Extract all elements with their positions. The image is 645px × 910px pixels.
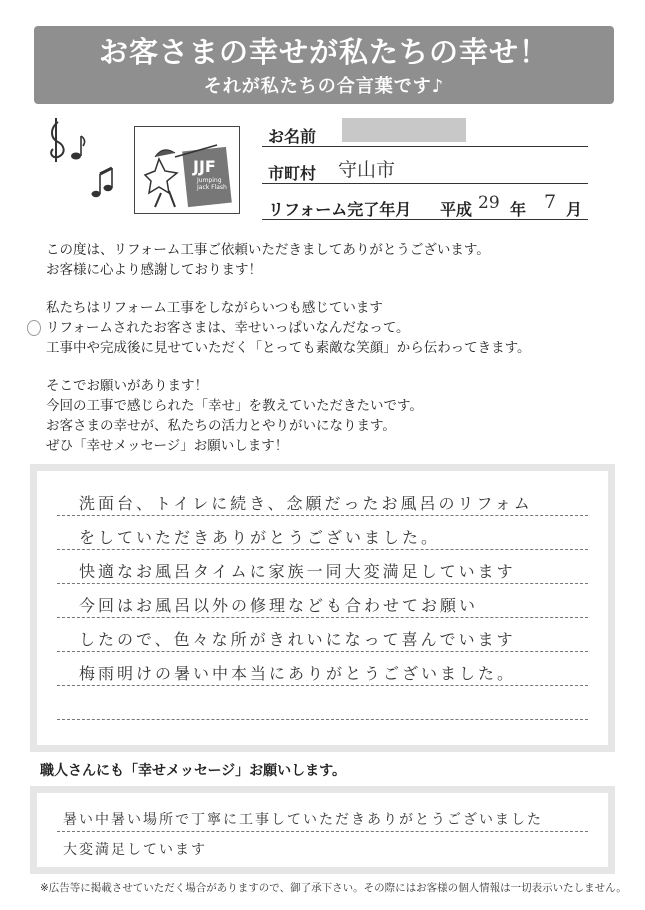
intro-line: そこでお願いがあります！ [46, 378, 208, 394]
message-box [30, 464, 615, 752]
ruled-line [57, 651, 588, 652]
name-redacted [342, 118, 466, 142]
name-underline [262, 146, 588, 147]
message-line: 今回はお風呂以外の修理なども合わせてお願い [79, 596, 479, 615]
year-value: 29 [478, 193, 500, 213]
city-underline [262, 183, 588, 184]
craftsman-label: 職人さんにも「幸せメッセージ」お願いします。 [40, 763, 347, 779]
ruled-line [57, 515, 588, 516]
punch-hole [27, 320, 41, 336]
ruled-line [57, 549, 588, 550]
message-line: 洗面台、トイレに続き、念願だったお風呂のリフォム [79, 494, 533, 513]
date-label: リフォーム完了年月 [268, 200, 412, 219]
intro-line: 私たちはリフォーム工事をしながらいつも感じています [46, 300, 383, 316]
era-label: 平成 [440, 200, 473, 219]
intro-line: この度は、リフォーム工事ご依頼いただきましてありがとうございます。 [46, 242, 490, 258]
logo-text: JJF [193, 157, 216, 176]
mascot-logo [134, 126, 240, 214]
message-line: したので、色々な所がきれいになって喜んでいます [79, 630, 516, 649]
message-line: をしていただきありがとうございました。 [79, 528, 441, 547]
ruled-line [57, 617, 588, 618]
city-label: 市町村 [268, 164, 317, 183]
craftsman-message-line: 大変満足しています [63, 842, 207, 858]
year-unit: 年 [510, 200, 527, 219]
city-value: 守山市 [338, 159, 396, 181]
message-line: 梅雨明けの暑い中本当にありがとうございました。 [79, 664, 517, 683]
date-underline [262, 219, 588, 220]
intro-line: リフォームされたお客さまは、幸せいっぱいなんだなって。 [46, 320, 410, 336]
month-value: 7 [544, 191, 557, 213]
header-banner [34, 26, 614, 104]
header-title: お客さまの幸せが私たちの幸せ！ [98, 35, 549, 69]
ruled-line [57, 583, 588, 584]
intro-line: お客様に心より感謝しております！ [46, 262, 262, 278]
mascot-icon [135, 127, 239, 213]
ruled-line [57, 831, 588, 832]
intro-line: お客さまの幸せが、私たちの活力とやりがいになります。 [46, 418, 396, 434]
ruled-line [57, 719, 588, 720]
month-unit: 月 [566, 200, 583, 219]
intro-line: 今回の工事で感じられた「幸せ」を教えていただきたいです。 [46, 398, 423, 414]
message-line: 快適なお風呂タイムに家族一同大変満足しています [79, 562, 516, 581]
name-label: お名前 [268, 127, 317, 146]
intro-line: 工事中や完成後に見せていただく「とっても素敵な笑顔」から伝わってきます。 [46, 340, 531, 356]
logo-tagline: Jumping Jack Flash [197, 177, 227, 191]
craftsman-message-line: 暑い中暑い場所で丁寧に工事していただきありがとうございました [63, 812, 543, 828]
footer-note: ※広告等に掲載させていただく場合がありますので、御了承下さい。その際にはお客様の個人情報は一切表示いたしません。 [40, 882, 627, 894]
header-subtitle: それが私たちの合言葉です♪ [203, 76, 445, 97]
music-notes-icon [44, 114, 124, 204]
craftsman-message-box [30, 786, 615, 874]
ruled-line [57, 685, 588, 686]
intro-line: ぜひ「幸せメッセージ」お願いします！ [46, 438, 289, 454]
